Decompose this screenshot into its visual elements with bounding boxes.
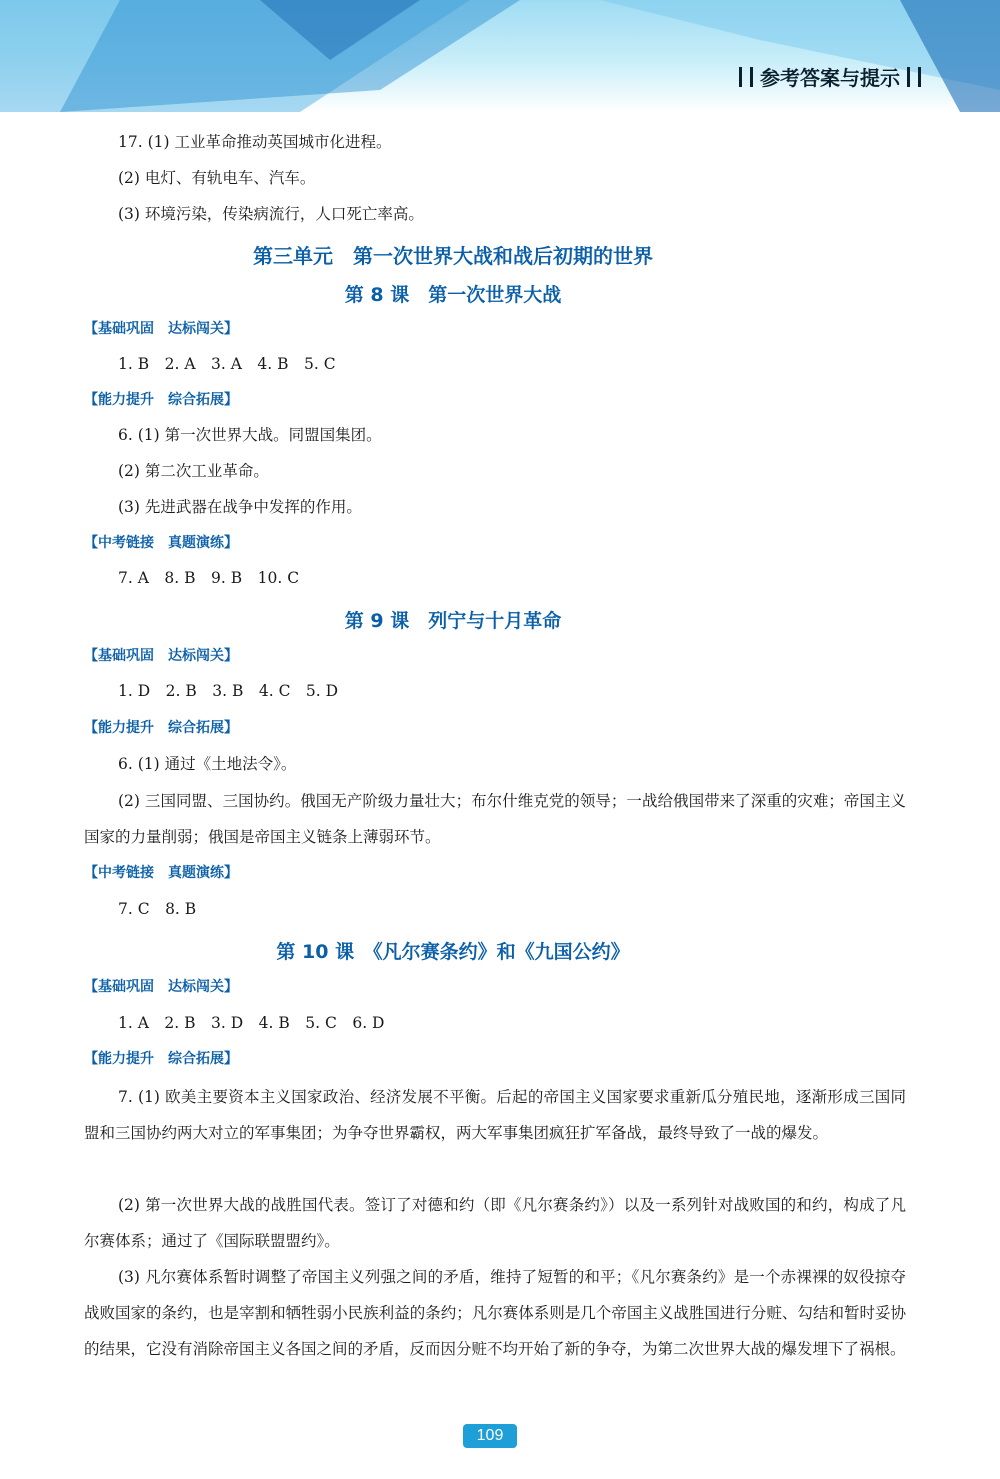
lesson8-tag-basic: 【基础巩固 达标闯关】: [84, 321, 238, 337]
page-header-banner: [0, 0, 1000, 112]
q17-part3: (3) 环境污染，传染病流行，人口死亡率高。: [118, 205, 424, 223]
lesson10-title: 第 10 课 《凡尔赛条约》和《九国公约》: [276, 941, 630, 963]
lesson8-q6-part1: 6. (1) 第一次世界大战。同盟国集团。: [118, 426, 382, 444]
lesson10-q7-part1: 7. (1) 欧美主要资本主义国家政治、经济发展不平衡。后起的帝国主义国家要求重新瓜分殖民地，逐渐形成三国同盟和三国协约两大对立的军事集团；为争夺世界霸权，两大军事集团疯狂扩军备战，最终导致了一战的爆发。: [84, 1088, 906, 1142]
page-number: 109: [463, 1424, 517, 1448]
lesson9-q6-part2: (2) 三国同盟、三国协约。俄国无产阶级力量壮大；布尔什维克党的领导；一战给俄国带来了深重的灾难；帝国主义国家的力量削弱；俄国是帝国主义链条上薄弱环节。: [84, 792, 906, 846]
header-decoration: [0, 0, 1000, 112]
unit-title: 第三单元 第一次世界大战和战后初期的世界: [253, 244, 653, 268]
lesson10-tag-basic: 【基础巩固 达标闯关】: [84, 979, 238, 995]
lesson9-tag-exam: 【中考链接 真题演练】: [84, 865, 238, 881]
lesson9-answers-exam: 7. C 8. B: [118, 900, 197, 918]
lesson8-q6-part3: (3) 先进武器在战争中发挥的作用。: [118, 498, 362, 516]
lesson9-tag-ability: 【能力提升 综合拓展】: [84, 720, 238, 736]
lesson8-tag-exam: 【中考链接 真题演练】: [84, 535, 238, 551]
q17-part2: (2) 电灯、有轨电车、汽车。: [118, 169, 316, 187]
header-title-text: 参考答案与提示: [760, 66, 900, 90]
lesson9-q6-part1: 6. (1) 通过《土地法令》。: [118, 755, 297, 773]
lesson8-answers-exam: 7. A 8. B 9. B 10. C: [118, 569, 300, 587]
lesson10-answers-basic: 1. A 2. B 3. D 4. B 5. C 6. D: [118, 1014, 385, 1032]
lesson10-tag-ability: 【能力提升 综合拓展】: [84, 1051, 238, 1067]
lesson10-q7-part3: (3) 凡尔赛体系暂时调整了帝国主义列强之间的矛盾，维持了短暂的和平；《凡尔赛条约》是一个赤裸裸的奴役掠夺战败国家的条约，也是宰割和牺牲弱小民族利益的条约；凡尔赛体系则是几个帝国主义战胜国进行分赃、勾结和暂时妥协的结果，它没有消除帝国主义各国之间的矛盾，反而因分赃不均开始了新的争夺，为第二次世界大战的爆发埋下了祸根。: [84, 1268, 906, 1358]
lesson8-title: 第 8 课 第一次世界大战: [344, 284, 562, 306]
lesson9-answers-basic: 1. D 2. B 3. B 4. C 5. D: [118, 682, 339, 700]
header-title: [738, 62, 922, 91]
lesson9-title: 第 9 课 列宁与十月革命: [344, 610, 562, 632]
lesson8-q6-part2: (2) 第二次工业革命。: [118, 462, 269, 480]
lesson8-tag-ability: 【能力提升 综合拓展】: [84, 392, 238, 408]
lesson10-q7-part2: (2) 第一次世界大战的战胜国代表。签订了对德和约（即《凡尔赛条约》）以及一系列针对战败国的和约，构成了凡尔赛体系；通过了《国际联盟盟约》。: [84, 1196, 906, 1250]
q17-part1: 17. (1) 工业革命推动英国城市化进程。: [118, 133, 392, 151]
lesson9-tag-basic: 【基础巩固 达标闯关】: [84, 648, 238, 664]
lesson8-answers-basic: 1. B 2. A 3. A 4. B 5. C: [118, 355, 336, 373]
